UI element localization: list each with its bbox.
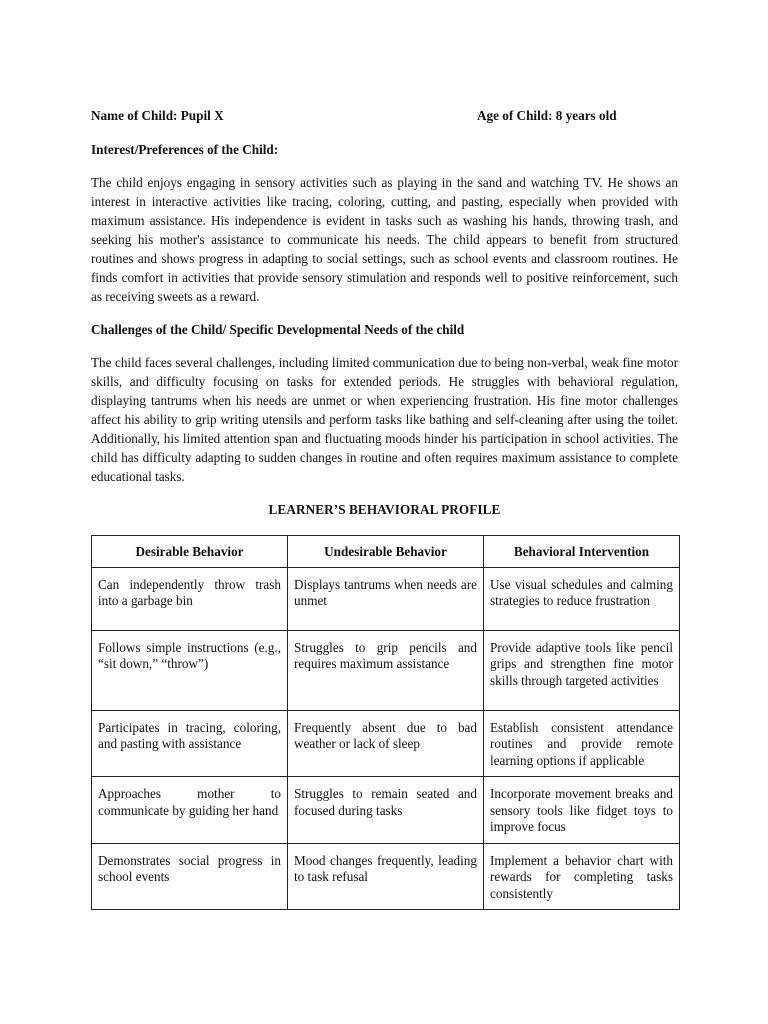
- table-header-row: [92, 536, 680, 568]
- undesirable-behavior-cell: Struggles to grip pencils and requires maximum assistance: [288, 630, 484, 710]
- column-header-undesirable: Undesirable Behavior: [288, 536, 484, 568]
- intervention-cell: Use visual schedules and calming strategies to reduce frustration: [484, 567, 680, 630]
- table-row: [92, 777, 680, 844]
- undesirable-behavior-cell: Struggles to remain seated and focused during tasks: [288, 777, 484, 844]
- challenges-paragraph: The child faces several challenges, including limited communication due to being non-verbal, weak fine motor skills, and difficulty focusing on tasks for extended periods. He struggles with behavioral regulation, displaying tantrums when his needs are unmet or when experiencing frustration. His fine motor challenges affect his ability to grip writing utensils and perform tasks like bathing and self-cleaning after using the toilet. Additionally, his limited attention span and fluctuating moods hinder his participation in school activities. The child has difficulty adapting to sudden changes in routine and often requires maximum assistance to complete educational tasks.: [91, 355, 678, 484]
- desirable-behavior-cell: Follows simple instructions (e.g., “sit down,” “throw”): [92, 630, 288, 710]
- column-header-intervention: Behavioral Intervention: [484, 536, 680, 568]
- desirable-behavior-cell: Approaches mother to communicate by guiding her hand: [92, 777, 288, 844]
- interests-heading: Interest/Preferences of the Child:: [91, 142, 279, 157]
- intervention-cell: Implement a behavior chart with rewards for completing tasks consistently: [484, 843, 680, 910]
- desirable-behavior-cell: Can independently throw trash into a garbage bin: [92, 567, 288, 630]
- interests-paragraph: The child enjoys engaging in sensory activities such as playing in the sand and watching TV. He shows an interest in interactive activities like tracing, coloring, cutting, and pasting, especially when provided with maximum assistance. His independence is evident in tasks such as washing his hands, throwing trash, and seeking his mother's assistance to communicate his needs. The child appears to benefit from structured routines and shows progress in adapting to social settings, such as school events and classroom routines. He finds comfort in activities that provide sensory stimulation and responds well to positive reinforcement, such as receiving sweets as a reward.: [91, 175, 678, 304]
- intervention-cell: Establish consistent attendance routines and provide remote learning options if applicable: [484, 710, 680, 777]
- behavioral-profile-table: [91, 535, 680, 910]
- table-row: [92, 630, 680, 710]
- desirable-behavior-cell: Demonstrates social progress in school events: [92, 843, 288, 910]
- undesirable-behavior-cell: Frequently absent due to bad weather or lack of sleep: [288, 710, 484, 777]
- behavioral-profile-title: LEARNER’S BEHAVIORAL PROFILE: [268, 502, 501, 517]
- intervention-cell: Incorporate movement breaks and sensory tools like fidget toys to improve focus: [484, 777, 680, 844]
- child-name: Name of Child: Pupil X: [91, 108, 224, 123]
- table-row: [92, 567, 680, 630]
- undesirable-behavior-cell: Displays tantrums when needs are unmet: [288, 567, 484, 630]
- child-info-header: [91, 106, 678, 126]
- undesirable-behavior-cell: Mood changes frequently, leading to task refusal: [288, 843, 484, 910]
- desirable-behavior-cell: Participates in tracing, coloring, and pasting with assistance: [92, 710, 288, 777]
- document-page: [91, 106, 678, 910]
- child-age: Age of Child: 8 years old: [477, 108, 617, 123]
- table-row: [92, 710, 680, 777]
- column-header-desirable: Desirable Behavior: [92, 536, 288, 568]
- intervention-cell: Provide adaptive tools like pencil grips and strengthen fine motor skills through targeted activities: [484, 630, 680, 710]
- challenges-heading: Challenges of the Child/ Specific Developmental Needs of the child: [91, 322, 465, 337]
- table-row: [92, 843, 680, 910]
